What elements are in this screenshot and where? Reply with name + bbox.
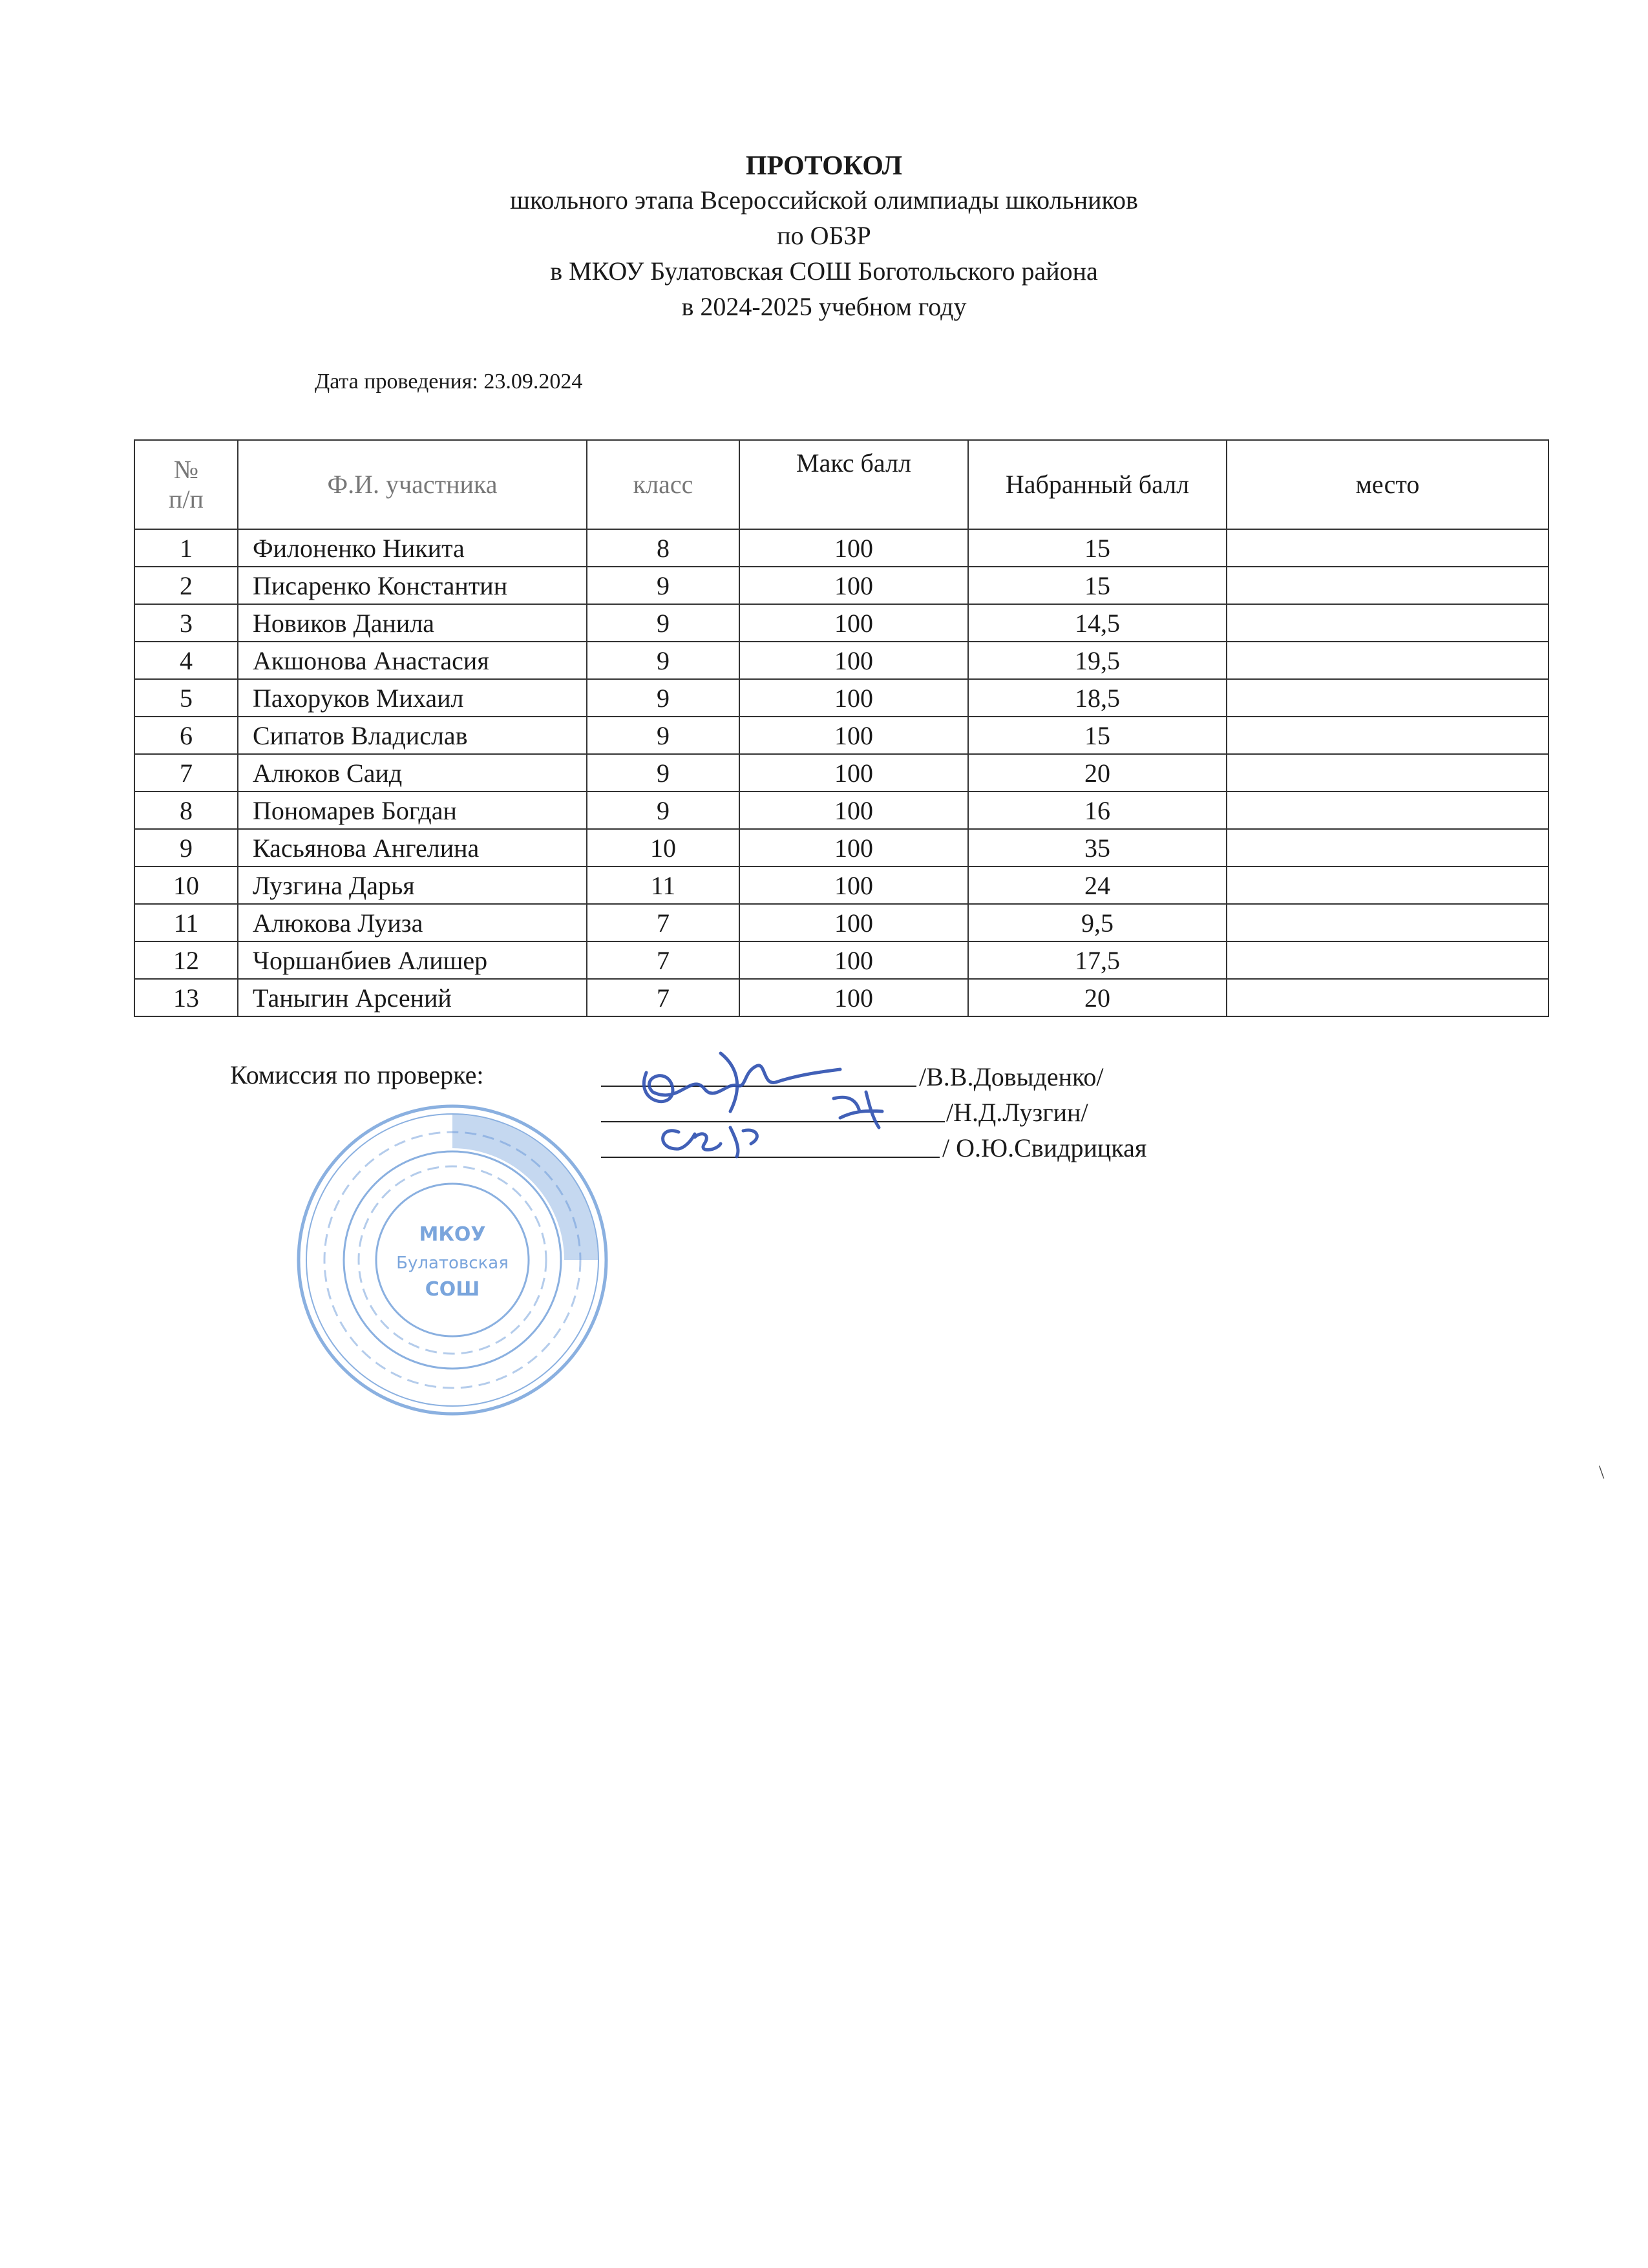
row-num: 6 — [134, 717, 238, 754]
header-num-line1: № — [173, 455, 199, 484]
row-place — [1227, 642, 1548, 679]
stamp-center-3: СОШ — [425, 1278, 480, 1301]
member-3: / О.Ю.Свидрицкая — [942, 1133, 1147, 1162]
row-place — [1227, 679, 1548, 717]
row-score: 17,5 — [968, 941, 1227, 979]
results-table — [134, 439, 1549, 1017]
results-body — [134, 529, 1548, 1016]
row-name: Пахоруков Михаил — [238, 679, 587, 717]
row-name: Касьянова Ангелина — [238, 829, 587, 866]
row-grade: 9 — [587, 567, 739, 604]
row-score: 19,5 — [968, 642, 1227, 679]
row-place — [1227, 904, 1548, 941]
row-name: Новиков Данила — [238, 604, 587, 642]
table-row — [134, 529, 1548, 567]
row-name: Сипатов Владислав — [238, 717, 587, 754]
row-place — [1227, 754, 1548, 792]
row-max: 100 — [739, 642, 968, 679]
row-grade: 9 — [587, 604, 739, 642]
row-place — [1227, 866, 1548, 904]
subtitle-line-1: школьного этапа Всероссийской олимпиады школьников — [510, 185, 1138, 215]
row-max: 100 — [739, 567, 968, 604]
table-row — [134, 904, 1548, 941]
row-place — [1227, 717, 1548, 754]
row-num: 11 — [134, 904, 238, 941]
row-grade: 9 — [587, 754, 739, 792]
row-grade: 7 — [587, 979, 739, 1016]
row-name: Алюков Саид — [238, 754, 587, 792]
table-row — [134, 979, 1548, 1016]
table-row — [134, 717, 1548, 754]
row-num: 3 — [134, 604, 238, 642]
table-row — [134, 604, 1548, 642]
row-grade: 11 — [587, 866, 739, 904]
row-num: 12 — [134, 941, 238, 979]
row-max: 100 — [739, 941, 968, 979]
row-score: 20 — [968, 979, 1227, 1016]
row-max: 100 — [739, 866, 968, 904]
row-place — [1227, 529, 1548, 567]
row-place — [1227, 979, 1548, 1016]
row-score: 16 — [968, 792, 1227, 829]
row-name: Акшонова Анастасия — [238, 642, 587, 679]
row-place — [1227, 941, 1548, 979]
header-place: место — [1227, 440, 1548, 529]
table-row — [134, 866, 1548, 904]
table-row — [134, 679, 1548, 717]
row-max: 100 — [739, 604, 968, 642]
row-num: 10 — [134, 866, 238, 904]
row-num: 7 — [134, 754, 238, 792]
row-num: 2 — [134, 567, 238, 604]
row-grade: 7 — [587, 941, 739, 979]
table-row — [134, 754, 1548, 792]
row-num: 5 — [134, 679, 238, 717]
commission-label: Комиссия по проверке: — [230, 1060, 484, 1089]
row-score: 24 — [968, 866, 1227, 904]
row-max: 100 — [739, 529, 968, 567]
table-header-row — [134, 440, 1548, 529]
row-place — [1227, 829, 1548, 866]
member-1: /В.В.Довыденко/ — [919, 1062, 1104, 1091]
signature-1-stroke — [721, 1053, 737, 1111]
row-num: 1 — [134, 529, 238, 567]
subtitle-line-4: в 2024-2025 учебном году — [681, 292, 967, 321]
row-name: Писаренко Константин — [238, 567, 587, 604]
row-max: 100 — [739, 829, 968, 866]
row-num: 8 — [134, 792, 238, 829]
row-max: 100 — [739, 679, 968, 717]
signature-scribbles — [582, 1014, 1034, 1176]
row-place — [1227, 792, 1548, 829]
row-place — [1227, 604, 1548, 642]
row-score: 15 — [968, 717, 1227, 754]
signature-2 — [834, 1092, 882, 1128]
row-grade: 9 — [587, 679, 739, 717]
row-grade: 7 — [587, 904, 739, 941]
subtitle-line-3: в МКОУ Булатовская СОШ Боготольского района — [550, 257, 1098, 286]
row-grade: 9 — [587, 792, 739, 829]
row-num: 9 — [134, 829, 238, 866]
row-name: Алюкова Луиза — [238, 904, 587, 941]
protocol-header — [0, 150, 1648, 324]
row-max: 100 — [739, 792, 968, 829]
table-row — [134, 792, 1548, 829]
event-date: Дата проведения: 23.09.2024 — [315, 370, 583, 394]
row-grade: 10 — [587, 829, 739, 866]
row-score: 20 — [968, 754, 1227, 792]
row-score: 18,5 — [968, 679, 1227, 717]
row-grade: 8 — [587, 529, 739, 567]
header-num — [134, 440, 238, 529]
row-name: Лузгина Дарья — [238, 866, 587, 904]
row-name: Чоршанбиев Алишер — [238, 941, 587, 979]
header-name: Ф.И. участника — [238, 440, 587, 529]
row-score: 9,5 — [968, 904, 1227, 941]
row-score: 35 — [968, 829, 1227, 866]
table-row — [134, 829, 1548, 866]
table-row — [134, 567, 1548, 604]
row-name: Пономарев Богдан — [238, 792, 587, 829]
header-score: Набранный балл — [968, 440, 1227, 529]
row-num: 13 — [134, 979, 238, 1016]
row-max: 100 — [739, 754, 968, 792]
row-score: 14,5 — [968, 604, 1227, 642]
row-max: 100 — [739, 904, 968, 941]
row-score: 15 — [968, 529, 1227, 567]
row-max: 100 — [739, 979, 968, 1016]
row-grade: 9 — [587, 717, 739, 754]
edge-mark: \ — [1599, 1462, 1605, 1483]
stamp-center-2: Булатовская — [396, 1254, 509, 1273]
signature-1 — [644, 1066, 840, 1102]
row-max: 100 — [739, 717, 968, 754]
row-name: Филоненко Никита — [238, 529, 587, 567]
row-score: 15 — [968, 567, 1227, 604]
row-name: Таныгин Арсений — [238, 979, 587, 1016]
member-2: /Н.Д.Лузгин/ — [946, 1098, 1088, 1127]
row-num: 4 — [134, 642, 238, 679]
subtitle-line-2: по ОБЗР — [777, 221, 871, 250]
header-num-line2: п/п — [169, 485, 204, 514]
row-place — [1227, 567, 1548, 604]
signature-3 — [663, 1131, 721, 1150]
table-row — [134, 941, 1548, 979]
header-max: Макс балл — [739, 440, 968, 529]
protocol-title: ПРОТОКОЛ — [745, 151, 903, 181]
stamp-center-1: МКОУ — [419, 1223, 486, 1246]
table-row — [134, 642, 1548, 679]
header-grade: класс — [587, 440, 739, 529]
row-grade: 9 — [587, 642, 739, 679]
signature-3-stroke — [730, 1128, 757, 1157]
